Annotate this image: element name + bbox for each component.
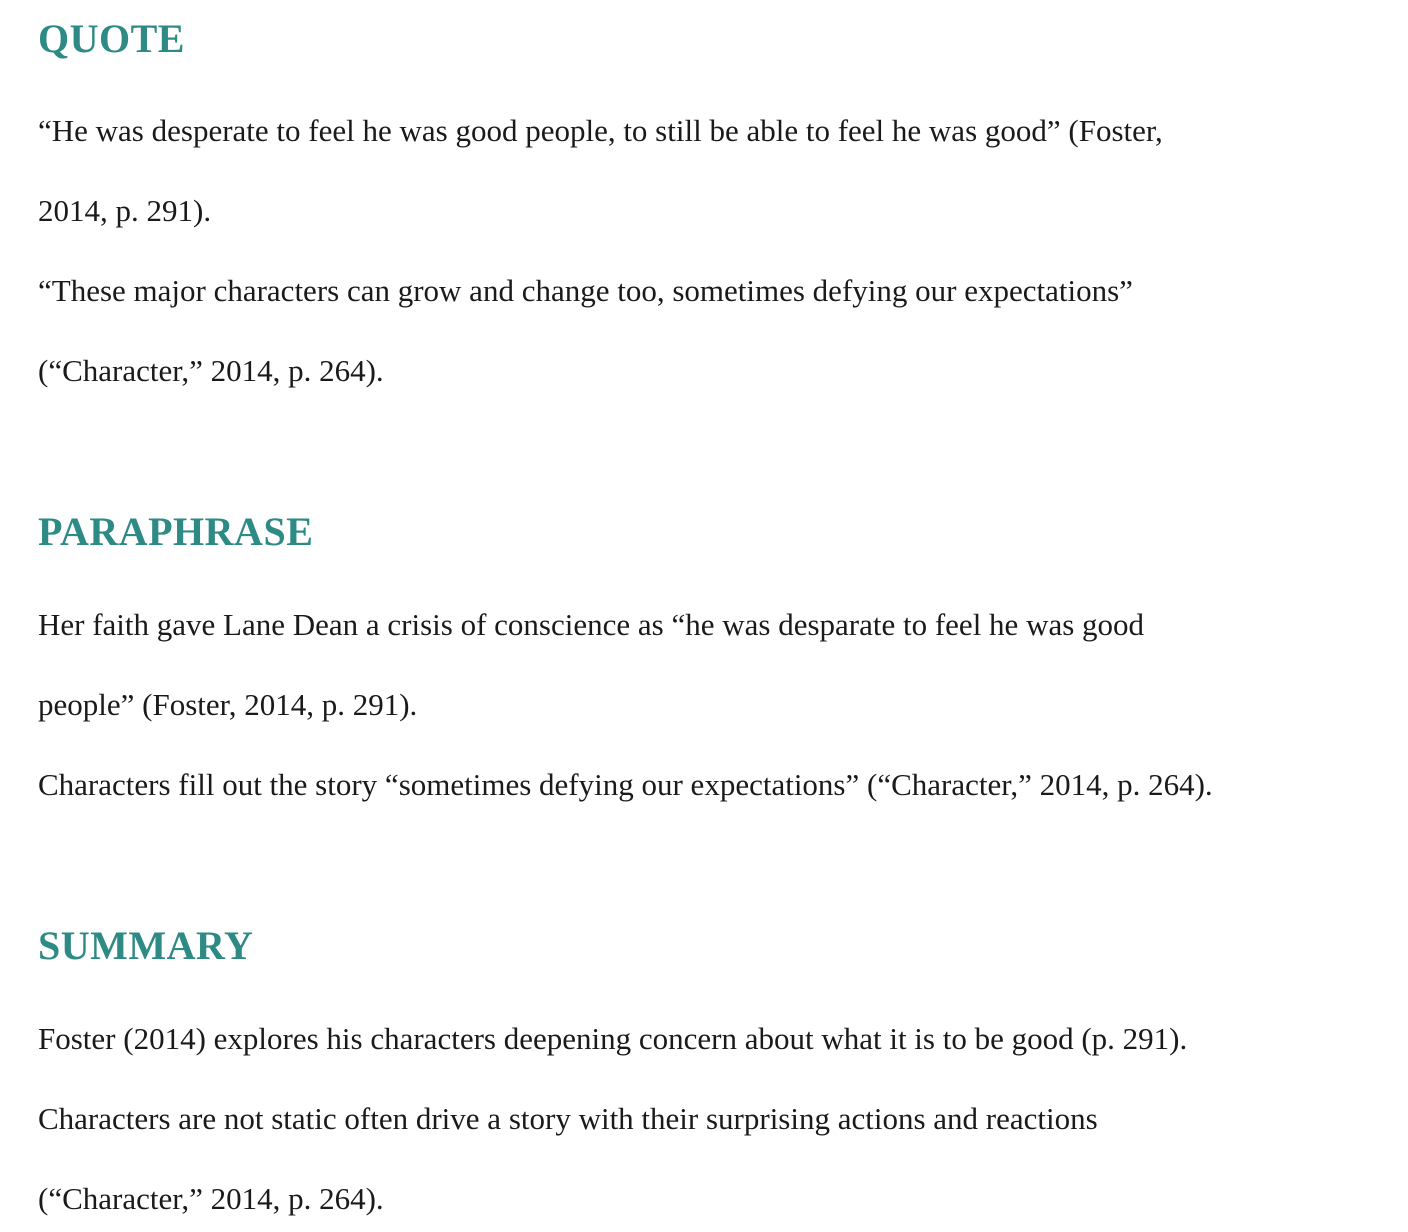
paraphrase-heading: PARAPHRASE (38, 509, 314, 554)
summary-line-1: Foster (2014) explores his characters deepening concern about what it is to be good (p. 291). (38, 1021, 1188, 1056)
quote-line-2: 2014, p. 291). (38, 193, 212, 228)
paraphrase-line-2: people” (Foster, 2014, p. 291). (38, 687, 418, 722)
quote-heading: QUOTE (38, 16, 185, 61)
paraphrase-line-3: Characters fill out the story “sometimes defying our expectations” (“Character,” 2014, p. 264). (38, 767, 1213, 802)
quote-line-1: “He was desperate to feel he was good people, to still be able to feel he was good” (Foster, (38, 113, 1163, 148)
quote-line-3: “These major characters can grow and change too, sometimes defying our expectations” (38, 273, 1133, 308)
summary-heading: SUMMARY (38, 923, 254, 968)
paraphrase-line-1: Her faith gave Lane Dean a crisis of conscience as “he was desparate to feel he was good (38, 607, 1145, 642)
quote-line-4: (“Character,” 2014, p. 264). (38, 353, 384, 388)
summary-line-3: (“Character,” 2014, p. 264). (38, 1181, 384, 1216)
summary-line-2: Characters are not static often drive a story with their surprising actions and reactions (38, 1101, 1098, 1136)
